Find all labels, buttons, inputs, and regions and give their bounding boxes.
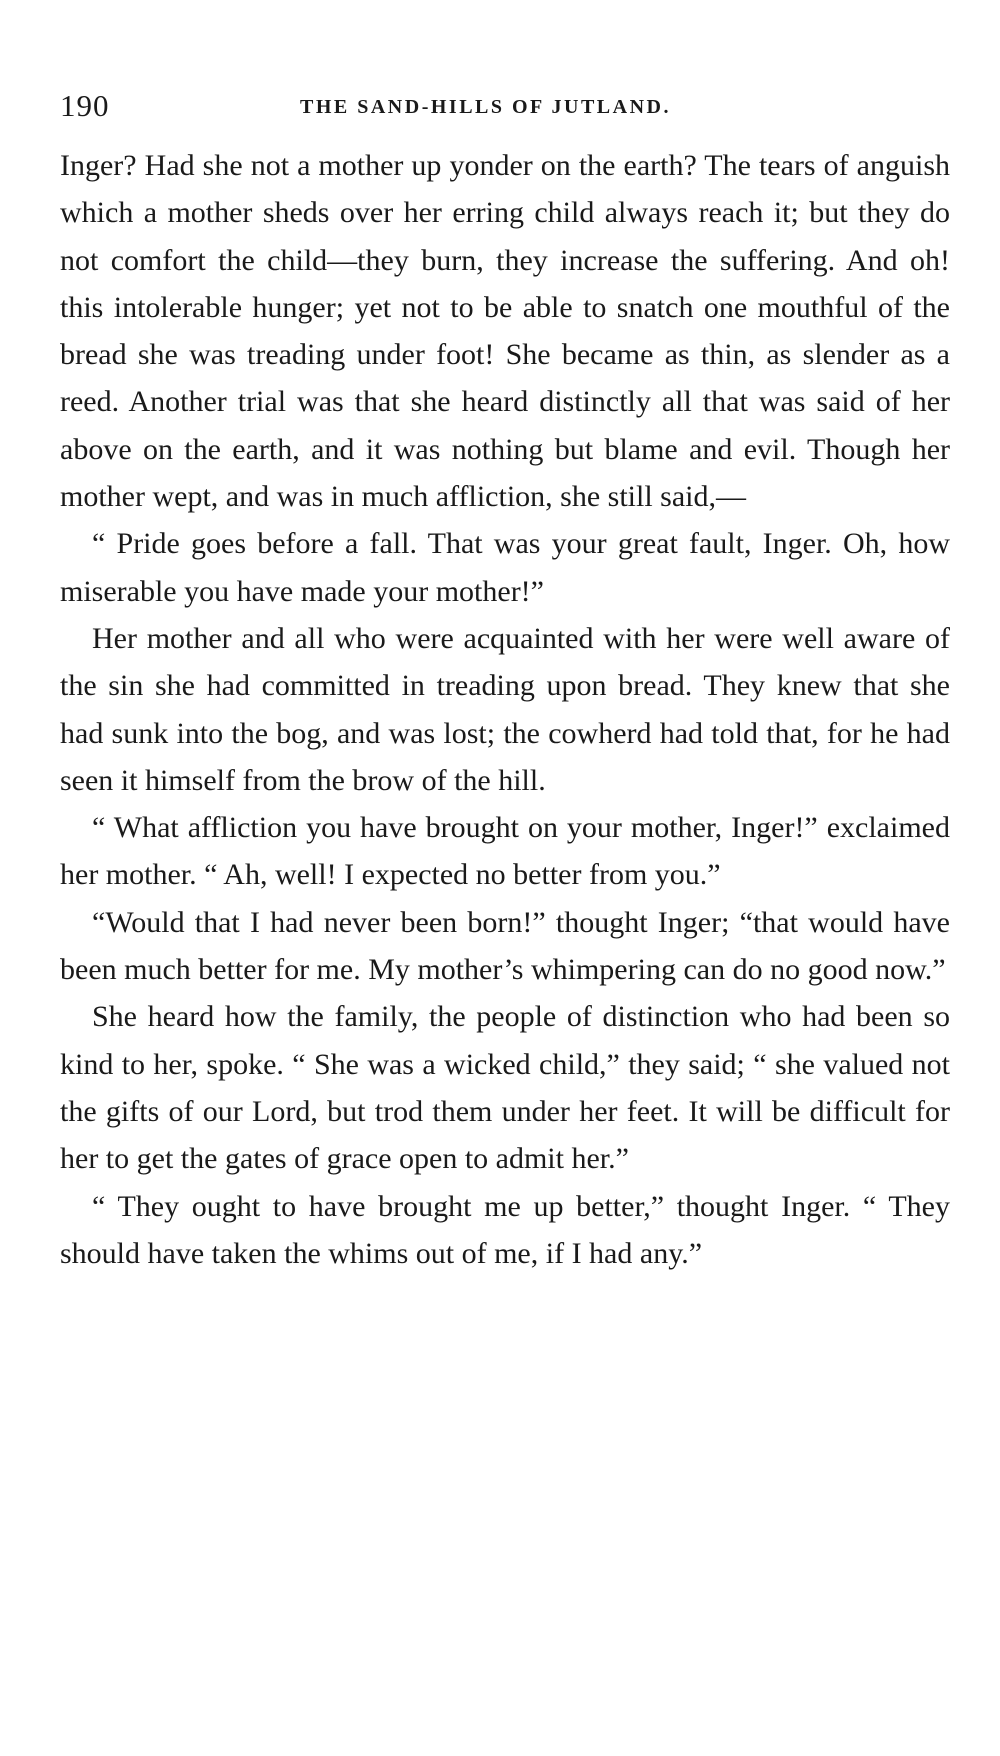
book-page xyxy=(60,88,950,1277)
paragraph: “ Pride goes before a fall. That was your great fault, Inger. Oh, how miserable you have made your mother!” xyxy=(60,527,950,608)
page-number: 190 xyxy=(60,88,110,123)
paragraph: “Would that I had never been born!” thought Inger; “that would have been much better for me. My mother’s whimpering can do no good now.” xyxy=(60,905,950,987)
paragraph: She heard how the family, the people of distinction who had been so kind to her, spoke. “ She was a wicked child,” they said; “ she valued not the gifts of our Lord, but trod them under her feet. It will be difficult for her to get the gates of grace open to admit her.” xyxy=(60,1000,950,1176)
paragraph: Her mother and all who were acquainted with her were well aware of the sin she had committed in treading upon bread. They knew that she had sunk into the bog, and was lost; the cowherd had told that, for he had seen it himself from the brow of the hill. xyxy=(60,621,950,797)
page-header xyxy=(60,88,950,136)
body-text xyxy=(60,142,950,1277)
paragraph: “ What affliction you have brought on your mother, Inger!” exclaimed her mother. “ Ah, well! I expected no better from you.” xyxy=(60,811,950,892)
running-title: THE SAND-HILLS OF JUTLAND. xyxy=(300,96,671,118)
paragraph: “ They ought to have brought me up better,” thought Inger. “ They should have taken the whims out of me, if I had any.” xyxy=(60,1189,950,1270)
paragraph-continued: Inger? Had she not a mother up yonder on the earth? The tears of anguish which a mother sheds over her erring child always reach it; but they do not comfort the child—they burn, they increase the suffering. And oh! this intolerable hunger; yet not to be able to snatch one mouthful of the bread she was treading under foot! She became as thin, as slender as a reed. Another trial was that she heard distinctly all that was said of her above on the earth, and it was nothing but blame and evil. Though her mother wept, and was in much affliction, she still said,— xyxy=(60,149,950,514)
